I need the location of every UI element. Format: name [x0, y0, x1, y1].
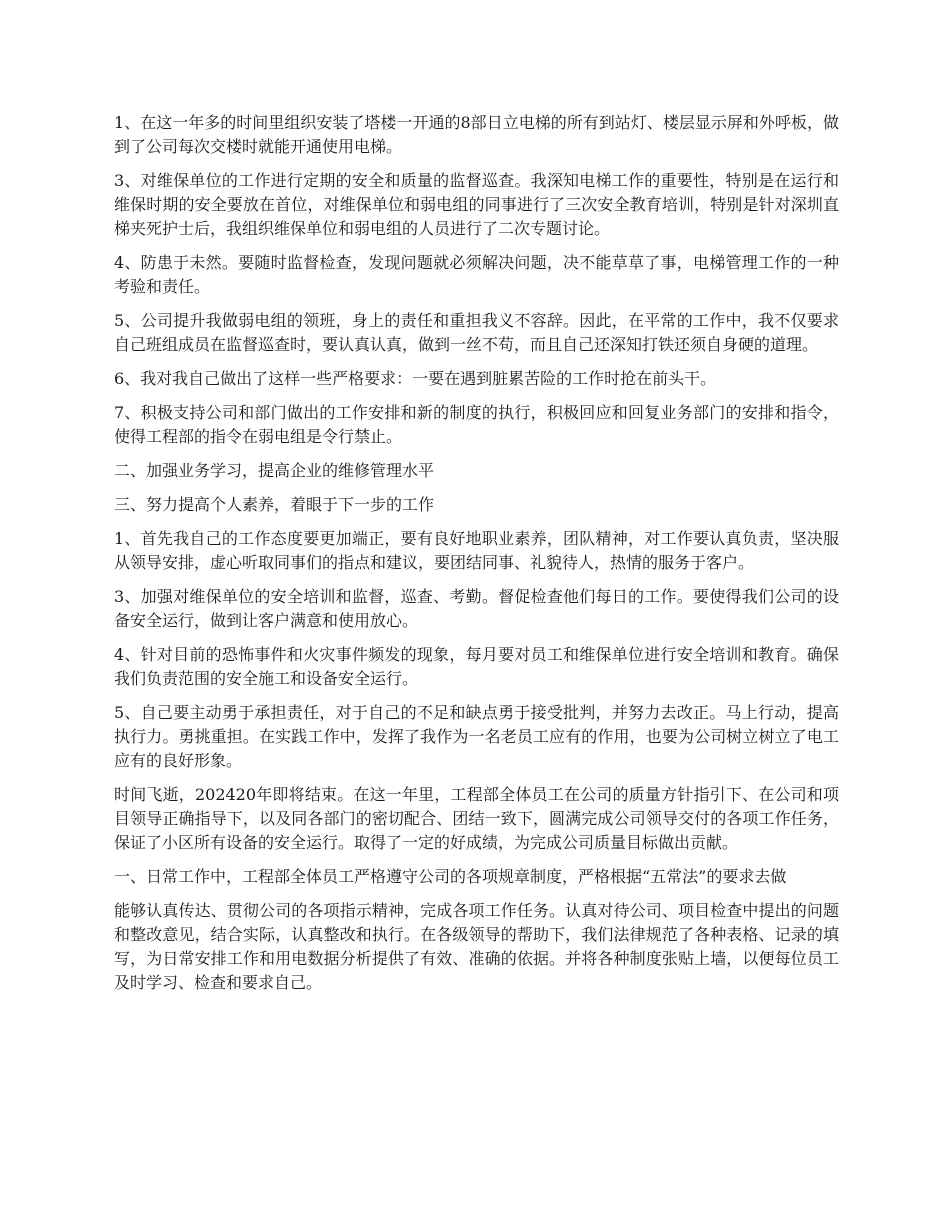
paragraph-9: 4、针对目前的恐怖事件和火灾事件频发的现象，每月要对员工和维保单位进行安全培训和教育。确保我们负责范围的安全施工和设备安全运行。 [114, 645, 839, 688]
section-heading-1: 一、日常工作中，工程部全体员工严格遵守公司的各项规章制度，严格根据“五常法”的要求去做 [114, 867, 787, 886]
paragraph-6: 7、积极支持公司和部门做出的工作安排和新的制度的执行，积极回应和回复业务部门的安排和指令，使得工程部的指令在弱电组是令行禁止。 [114, 403, 839, 446]
paragraph-2: 3、对维保单位的工作进行定期的安全和质量的监督巡查。我深知电梯工作的重要性，特别是在运行和维保时期的安全要放在首位，对维保单位和弱电组的同事进行了三次安全教育培训，特别是针对深圳直梯夹死护士后，我组织维保单位和弱电组的人员进行了二次专题讨论。 [114, 171, 839, 238]
section-heading-2: 二、加强业务学习，提高企业的维修管理水平 [114, 461, 435, 480]
paragraph-3: 4、防患于未然。要随时监督检查，发现问题就必须解决问题，决不能草草了事，电梯管理工作的一种考验和责任。 [114, 253, 839, 296]
paragraph-10: 5、自己要主动勇于承担责任，对于自己的不足和缺点勇于接受批判，并努力去改正。马上行动，提高执行力。勇挑重担。在实践工作中，发挥了我作为一名老员工应有的作用，也要为公司树立树立了电工应有的良好形象。 [114, 703, 839, 770]
paragraph-5: 6、我对我自己做出了这样一些严格要求：一要在遇到脏累苦险的工作时抢在前头干。 [114, 369, 717, 388]
section-heading-3: 三、努力提高个人素养，着眼于下一步的工作 [114, 495, 435, 514]
paragraph-4: 5、公司提升我做弱电组的领班，身上的责任和重担我义不容辞。因此，在平常的工作中，我不仅要求自己班组成员在监督巡查时，要认真认真，做到一丝不苟，而且自己还深知打铁还须自身硬的道理。 [114, 311, 839, 354]
paragraph-12: 能够认真传达、贯彻公司的各项指示精神，完成各项工作任务。认真对待公司、项目检查中提出的问题和整改意见，结合实际，认真整改和执行。在各级领导的帮助下，我们法律规范了各种表格、记录的填写，为日常安排工作和用电数据分析提供了有效、准确的依据。并将各种制度张贴上墙，以便每位员工及时学习、检查和要求自己。 [114, 901, 839, 992]
paragraph-11: 时间飞逝，202420年即将结束。在这一年里，工程部全体员工在公司的质量方针指引下、在公司和项目领导正确指导下，以及同各部门的密切配合、团结一致下，圆满完成公司领导交付的各项工作任务，保证了小区所有设备的安全运行。取得了一定的好成绩，为完成公司质量目标做出贡献。 [114, 785, 839, 852]
document-body [114, 111, 839, 1005]
paragraph-1: 1、在这一年多的时间里组织安装了塔楼一开通的8部日立电梯的所有到站灯、楼层显示屏和外呼板，做到了公司每次交楼时就能开通使用电梯。 [114, 113, 839, 156]
paragraph-8: 3、加强对维保单位的安全培训和监督，巡查、考勤。督促检查他们每日的工作。要使得我们公司的设备安全运行，做到让客户满意和使用放心。 [114, 587, 839, 630]
paragraph-7: 1、首先我自己的工作态度要更加端正，要有良好地职业素养，团队精神，对工作要认真负责，坚决服从领导安排，虚心听取同事们的指点和建议，要团结同事、礼貌待人，热情的服务于客户。 [114, 529, 839, 572]
